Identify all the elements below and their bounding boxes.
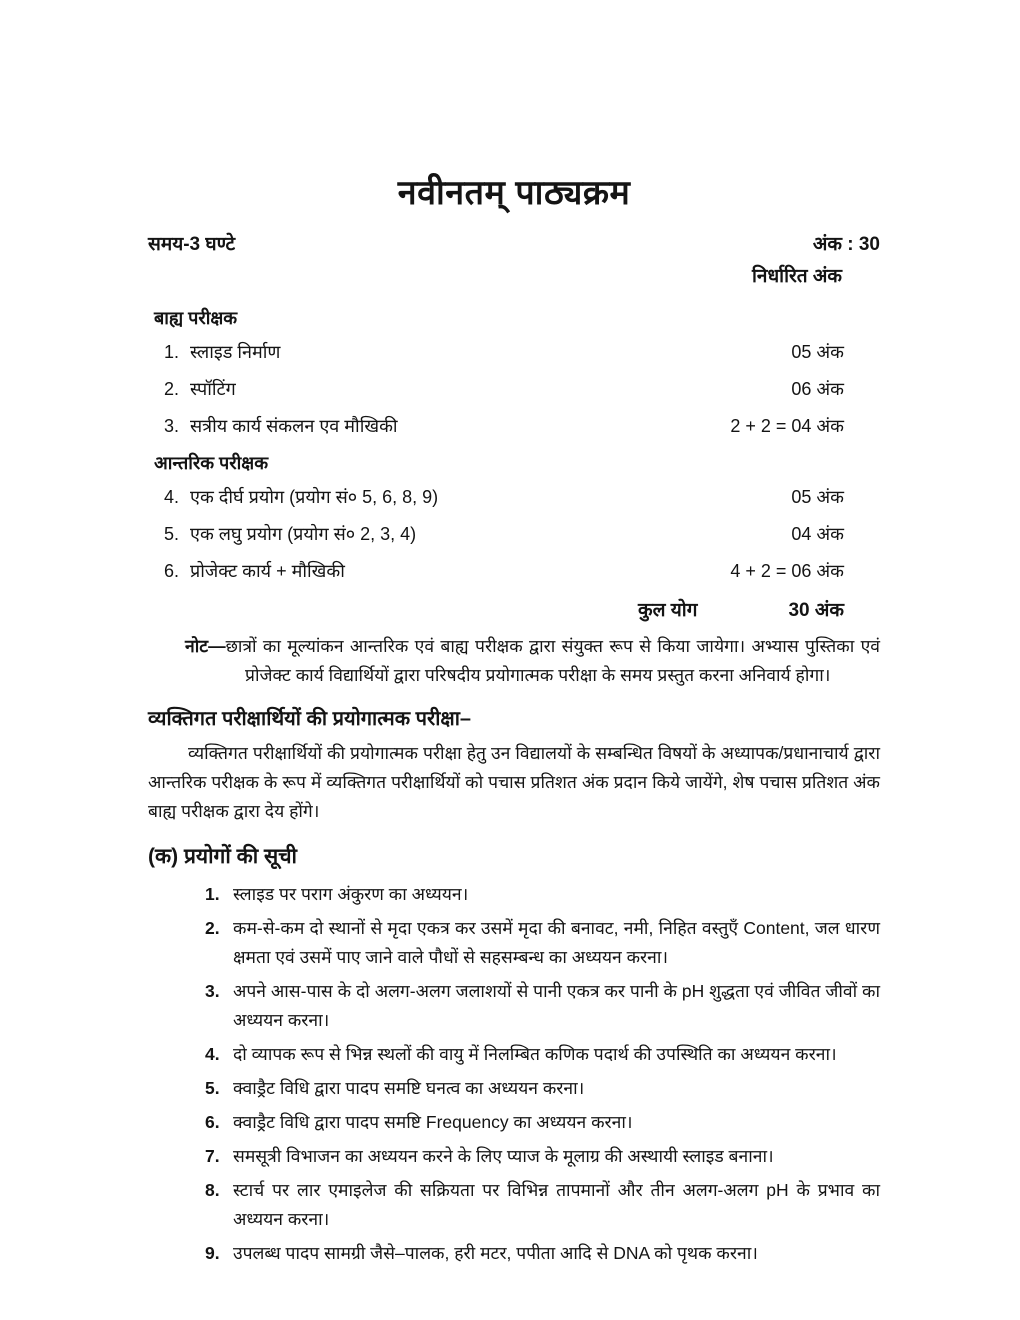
mark-row [148,559,880,583]
page-content [148,168,880,1273]
note-paragraph [148,632,880,690]
list-item [205,914,880,972]
list-item-number: 7. [205,1146,220,1166]
individual-exam-paragraph: व्यक्तिगत परीक्षार्थियों की प्रयोगात्मक परीक्षा हेतु उन विद्यालयों के सम्बन्धित विषयों के अध्यापक/प्रधानाचार्य द्वारा आन्तरिक परीक्षक के रूप में व्यक्तिगत परीक्षार्थियों को पचास प्रतिशत अंक प्रदान किये जायेंगे, शेष पचास प्रतिशत अंक बाह्य परीक्षक द्वारा देय होंगे। [148,743,880,821]
list-item-text: समसूत्री विभाजन का अध्ययन करने के लिए प्याज के मूलाग्र की अस्थायी स्लाइड बनाना। [233,1146,774,1166]
item-text: सत्रीय कार्य संकलन एव मौखिकी [190,416,398,436]
list-item [205,880,880,909]
list-item-text: क्वाड्रैट विधि द्वारा पादप समष्टि Frequency का अध्ययन करना। [233,1112,633,1132]
allotted-marks-label: निर्धारित अंक [752,266,842,287]
list-item-number: 2. [205,918,220,938]
list-item-number: 8. [205,1180,220,1200]
individual-exam-heading: व्यक्तिगत परीक्षार्थियों की प्रयोगात्मक परीक्षा– [148,708,472,730]
item-text: एक लघु प्रयोग (प्रयोग सं० 2, 3, 4) [190,524,417,544]
item-number: 1. [164,342,180,362]
exam-total-marks: अंक : 30 [812,234,880,255]
list-item [205,1176,880,1234]
note-label: नोट— [185,636,226,656]
list-item-number: 6. [205,1112,220,1132]
item-text: प्रोजेक्ट कार्य + मौखिकी [190,561,345,581]
total-label: कुल योग [638,600,698,621]
item-marks: 4 + 2 = 06 अंक [730,561,844,581]
list-item [205,1239,880,1268]
section-heading-external-examiner: बाह्य परीक्षक [154,308,238,328]
mark-row [148,414,880,438]
total-marks-value: 30 अंक [788,600,844,621]
item-number: 4. [164,487,180,507]
section-heading-internal-examiner: आन्तरिक परीक्षक [154,453,269,473]
item-text: एक दीर्घ प्रयोग (प्रयोग सं० 5, 6, 8, 9) [190,487,439,507]
list-item-text: क्वाड्रैट विधि द्वारा पादप समष्टि घनत्व का अध्ययन करना। [233,1078,585,1098]
exam-duration: समय-3 घण्टे [148,234,236,255]
item-text: स्पॉटिंग [190,379,236,399]
list-item-text: अपने आस-पास के दो अलग-अलग जलाशयों से पानी एकत्र कर पानी के pH शुद्धता एवं जीवित जीवों का अध्ययन करना। [233,981,880,1030]
exam-meta-row [148,230,880,256]
list-item [205,1142,880,1171]
list-item [205,1108,880,1137]
list-item-number: 4. [205,1044,220,1064]
mark-row [148,522,880,546]
list-item-number: 5. [205,1078,220,1098]
list-item-text: उपलब्ध पादप सामग्री जैसे–पालक, हरी मटर, पपीता आदि से DNA को पृथक करना। [233,1243,758,1263]
item-marks: 04 अंक [791,524,844,544]
item-number: 6. [164,561,180,581]
list-item-number: 1. [205,884,220,904]
list-item-number: 9. [205,1243,220,1263]
note-text: छात्रों का मूल्यांकन आन्तरिक एवं बाह्य परीक्षक द्वारा संयुक्त रूप से किया जायेगा। अभ्यास पुस्तिका एवं प्रोजेक्ट कार्य विद्यार्थियों द्वारा परिषदीय प्रयोगात्मक परीक्षा के समय प्रस्तुत करना अनिवार्य होगा। [225,636,880,685]
mark-row [148,485,880,509]
item-text: स्लाइड निर्माण [190,342,281,362]
list-item-text: स्लाइड पर पराग अंकुरण का अध्ययन। [233,884,469,904]
item-number: 2. [164,379,180,399]
item-marks: 2 + 2 = 04 अंक [730,416,844,436]
list-item-text: कम-से-कम दो स्थानों से मृदा एकत्र कर उसमें मृदा की बनावट, नमी, निहित वस्तुएँ Content, जल धारण क्षमता एवं उसमें पाए जाने वाले पौधों से सहसम्बन्ध का अध्ययन करना। [233,918,880,967]
mark-row [148,340,880,364]
total-row [148,596,880,622]
list-item-text: स्टार्च पर लार एमाइलेज की सक्रियता पर विभिन्न तापमानों और तीन अलग-अलग pH के प्रभाव का अध्ययन करना। [233,1180,880,1229]
item-number: 3. [164,416,180,436]
list-item-number: 3. [205,981,220,1001]
item-number: 5. [164,524,180,544]
list-item [205,1040,880,1069]
experiments-list [205,880,880,1268]
list-item [205,1074,880,1103]
item-marks: 05 अंक [791,342,844,362]
page-title: नवीनतम् पाठ्यक्रम [397,174,631,212]
item-marks: 06 अंक [791,379,844,399]
list-item-text: दो व्यापक रूप से भिन्न स्थलों की वायु में निलम्बित कणिक पदार्थ की उपस्थिति का अध्ययन करना। [233,1044,837,1064]
list-item [205,977,880,1035]
item-marks: 05 अंक [791,487,844,507]
mark-row [148,377,880,401]
experiments-list-heading: (क) प्रयोगों की सूची [148,845,297,868]
